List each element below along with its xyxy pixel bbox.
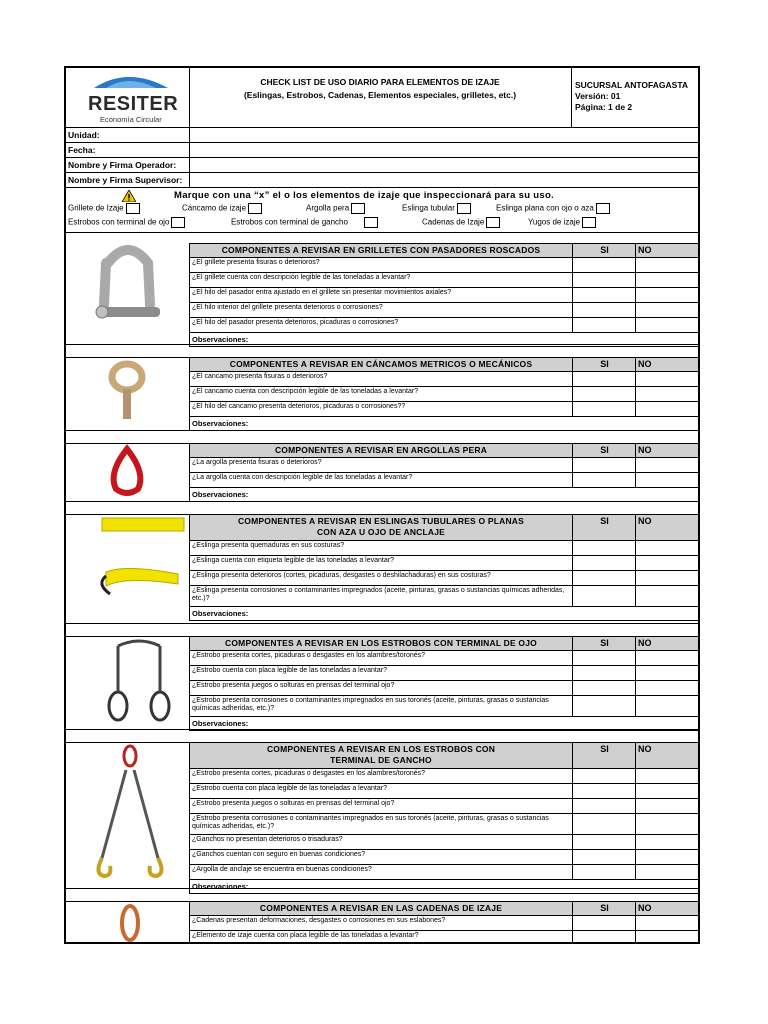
si-cell[interactable]: [572, 835, 636, 849]
no-cell[interactable]: [635, 916, 700, 930]
si-cell[interactable]: [572, 402, 636, 416]
section-title: COMPONENTES A REVISAR EN ARGOLLAS PERA: [274, 445, 488, 455]
question-row: ¿Estrobo cuenta con placa legible de las toneladas a levantar?: [190, 784, 699, 799]
no-cell[interactable]: [635, 288, 700, 302]
checkbox[interactable]: [248, 203, 262, 214]
si-cell[interactable]: [572, 931, 636, 944]
no-cell[interactable]: [635, 402, 700, 416]
no-cell[interactable]: [635, 303, 700, 317]
si-cell[interactable]: [572, 458, 636, 472]
si-cell[interactable]: [572, 799, 636, 813]
opt-cancamo[interactable]: Cáncamo de izaje: [182, 203, 262, 214]
field-unidad[interactable]: Unidad:: [66, 128, 698, 143]
observations[interactable]: Observaciones:: [190, 417, 699, 431]
no-cell[interactable]: [635, 458, 700, 472]
si-cell[interactable]: [572, 556, 636, 570]
si-cell[interactable]: [572, 541, 636, 555]
question-row: ¿La argolla cuenta con descripción legible de las toneladas a levantar?: [190, 473, 699, 488]
question-row: ¿Estrobo presenta corrosiones o contaminantes impregnados en sus toronés (aceite, pinturas, grasas o sustancias químicas adheridas, etc.)?: [190, 696, 699, 717]
checkbox[interactable]: [596, 203, 610, 214]
question-row: ¿Cadenas presentan deformaciones, desgastes o corrosiones en sus eslabones?: [190, 916, 699, 931]
section-title: COMPONENTES A REVISAR EN ESLINGAS TUBULARES O PLANAS: [237, 516, 525, 526]
question-row: ¿Estrobo cuenta con placa legible de las toneladas a levantar?: [190, 666, 699, 681]
brand-name: RESITER: [88, 93, 179, 115]
brand-tagline: Economía Circular: [100, 115, 162, 124]
no-cell[interactable]: [635, 318, 700, 332]
question-row: ¿La argolla presenta fisuras o deterioros?: [190, 458, 699, 473]
no-cell[interactable]: [635, 273, 700, 287]
no-cell[interactable]: [635, 473, 700, 487]
field-operador[interactable]: Nombre y Firma Operador:: [66, 158, 698, 173]
observations[interactable]: Observaciones:: [190, 717, 699, 731]
section-title: COMPONENTES A REVISAR EN GRILLETES CON PASADORES ROSCADOS: [221, 245, 541, 255]
si-cell[interactable]: [572, 865, 636, 879]
question-row: ¿Eslinga cuenta con etiqueta legible de las toneladas a levantar?: [190, 556, 699, 571]
section-title-2: CON AZA U OJO DE ANCLAJE: [316, 527, 446, 537]
observations[interactable]: Observaciones:: [190, 333, 699, 347]
question-row: ¿El hilo del cancamo presenta deterioros, picaduras o corrosiones??: [190, 402, 699, 417]
si-cell[interactable]: [572, 303, 636, 317]
no-cell[interactable]: [635, 541, 700, 555]
question-row: ¿Ganchos cuentan con seguro en buenas condiciones?: [190, 850, 699, 865]
no-cell[interactable]: [635, 387, 700, 401]
si-cell[interactable]: [572, 258, 636, 272]
section-title: COMPONENTES A REVISAR EN LOS ESTROBOS CON: [266, 744, 496, 754]
field-supervisor[interactable]: Nombre y Firma Supervisor:: [66, 173, 698, 188]
si-cell[interactable]: [572, 586, 636, 606]
checkbox[interactable]: [171, 217, 185, 228]
si-cell[interactable]: [572, 784, 636, 798]
si-cell[interactable]: [572, 916, 636, 930]
question-row: ¿Estrobo presenta cortes, picaduras o desgastes en los alambres/toronés?: [190, 769, 699, 784]
no-cell[interactable]: [635, 769, 700, 783]
question-row: ¿El hilo interior del grillete presenta deterioros o corrosiones?: [190, 303, 699, 318]
instruction: Marque con una “x” el o los elementos de izaje que inspeccionará para su uso.: [174, 190, 554, 201]
opt-grillete[interactable]: Grillete de Izaje: [68, 203, 140, 214]
si-cell[interactable]: [572, 571, 636, 585]
question-row: ¿Estrobo presenta cortes, picaduras o desgastes en los alambres/toronés?: [190, 651, 699, 666]
section-title: COMPONENTES A REVISAR EN LOS ESTROBOS CON TERMINAL DE OJO: [225, 638, 537, 648]
si-cell[interactable]: [572, 666, 636, 680]
pear-ring-icon: [66, 443, 189, 501]
question-row: ¿Argolla de anclaje se encuentra en buenas condiciones?: [190, 865, 699, 880]
si-cell[interactable]: [572, 651, 636, 665]
question-row: ¿Elemento de izaje cuenta con placa legible de las toneladas a levantar?: [190, 931, 699, 944]
document-info: [573, 68, 700, 127]
question-row: ¿Estrobo presenta corrosiones o contaminantes impregnados en sus toronés (aceite, pinturas, grasas o sustancias químicas adheridas, etc.)?: [190, 814, 699, 835]
shackle-icon: [66, 243, 189, 344]
no-cell[interactable]: [635, 696, 700, 716]
version: Versión: 01: [575, 91, 621, 101]
si-cell[interactable]: [572, 696, 636, 716]
opt-yugos[interactable]: Yugos de izaje: [528, 217, 596, 228]
checkbox[interactable]: [364, 217, 378, 228]
opt-estrobo-gancho[interactable]: Estrobos con terminal de gancho: [231, 217, 378, 228]
si-cell[interactable]: [572, 372, 636, 386]
question-row: ¿Eslinga presenta deterioros (cortes, picaduras, desgastes o deshilachaduras) en sus costuras?: [190, 571, 699, 586]
page-number: Página: 1 de 2: [575, 102, 633, 112]
no-cell[interactable]: [635, 556, 700, 570]
checkbox[interactable]: [582, 217, 596, 228]
si-cell[interactable]: [572, 769, 636, 783]
no-cell[interactable]: [635, 571, 700, 585]
element-selection: [66, 188, 698, 233]
eye-wire-rope-icon: [66, 636, 189, 728]
branch: SUCURSAL ANTOFAGASTA: [575, 80, 689, 90]
section-title-2: TERMINAL DE GANCHO: [330, 755, 432, 765]
no-cell[interactable]: [635, 258, 700, 272]
question-row: ¿Eslinga presenta corrosiones o contaminantes impregnados (aceite, pinturas, grasas o sustancias químicas adheridas, etc.)?: [190, 586, 699, 607]
si-cell[interactable]: [572, 318, 636, 332]
question-row: ¿El grillete presenta fisuras o deterioros?: [190, 258, 699, 273]
si-cell[interactable]: [572, 273, 636, 287]
question-row: ¿Estrobo presenta juegos o solturas en prensas del terminal ojo?: [190, 799, 699, 814]
no-cell[interactable]: [635, 931, 700, 944]
no-cell[interactable]: [635, 651, 700, 665]
question-row: ¿El grillete cuenta con descripción legible de las toneladas a levantar?: [190, 273, 699, 288]
observations[interactable]: Observaciones:: [190, 488, 699, 502]
no-cell[interactable]: [635, 850, 700, 864]
si-cell[interactable]: [572, 850, 636, 864]
observations[interactable]: Observaciones:: [190, 607, 699, 621]
question-row: ¿Ganchos no presentan deterioros o trisaduras?: [190, 835, 699, 850]
si-cell[interactable]: [572, 681, 636, 695]
no-cell[interactable]: [635, 814, 700, 834]
question-row: ¿Eslinga presenta quemaduras en sus costuras?: [190, 541, 699, 556]
eyebolt-icon: [66, 357, 189, 431]
no-cell[interactable]: [635, 372, 700, 386]
si-cell[interactable]: [572, 814, 636, 834]
no-cell[interactable]: [635, 586, 700, 606]
field-fecha[interactable]: Fecha:: [66, 143, 698, 158]
document-title: [189, 68, 572, 127]
warning-icon: [122, 190, 136, 202]
question-row: ¿El cancamo presenta fisuras o deterioros?: [190, 372, 699, 387]
sling-icon: [66, 514, 189, 620]
no-cell[interactable]: [635, 865, 700, 879]
question-row: ¿El hilo del pasador entra ajustado en el grillete sin presentar movimientos axiales?: [190, 288, 699, 303]
header: [66, 68, 698, 128]
question-row: ¿El cancamo cuenta con descripción legible de las toneladas a levantar?: [190, 387, 699, 402]
checkbox[interactable]: [457, 203, 471, 214]
logo: [66, 68, 190, 127]
opt-cadenas[interactable]: Cadenas de Izaje: [422, 217, 500, 228]
no-cell[interactable]: [635, 799, 700, 813]
title-line-2: (Eslingas, Estrobos, Cadenas, Elementos especiales, grilletes, etc.): [243, 90, 517, 100]
section-title: COMPONENTES A REVISAR EN CÁNCAMOS METRICOS O MECÁNICOS: [229, 359, 533, 369]
section-title: COMPONENTES A REVISAR EN LAS CADENAS DE IZAJE: [259, 903, 503, 913]
opt-eslinga-plana[interactable]: Eslinga plana con ojo o aza: [496, 203, 610, 214]
opt-estrobo-ojo[interactable]: Estrobos con terminal de ojo: [68, 217, 185, 228]
chain-link-icon: [66, 901, 189, 944]
checkbox[interactable]: [351, 203, 365, 214]
si-cell[interactable]: [572, 387, 636, 401]
no-cell[interactable]: [635, 681, 700, 695]
question-row: ¿El hilo del pasador presenta deterioros, picaduras o corrosiones?: [190, 318, 699, 333]
hook-wire-rope-icon: [66, 742, 189, 884]
observations[interactable]: Observaciones:: [190, 880, 699, 894]
checkbox[interactable]: [126, 203, 140, 214]
no-cell[interactable]: [635, 784, 700, 798]
si-cell[interactable]: [572, 288, 636, 302]
opt-argolla[interactable]: Argolla pera: [306, 203, 365, 214]
title-line-1: CHECK LIST DE USO DIARIO PARA ELEMENTOS DE IZAJE: [260, 77, 500, 87]
opt-eslinga-tubular[interactable]: Eslinga tubular: [402, 203, 471, 214]
no-cell[interactable]: [635, 835, 700, 849]
si-cell[interactable]: [572, 473, 636, 487]
checkbox[interactable]: [486, 217, 500, 228]
question-row: ¿Estrobo presenta juegos o solturas en prensas del terminal ojo?: [190, 681, 699, 696]
checklist-sheet: RESITER Economía Circular CHECK LIST DE USO DIARIO PARA ELEMENTOS DE IZAJE (Eslingas, Estrobos, Cadenas, Elementos especiales, grilletes, etc.) SUCURSAL ANTOFAGASTA Versión: 01 Página: 1 de 2 Unidad: Fecha: Nombre y Firma Operador: Nombre y Firma Supervisor: Marque con una “x” el o los elementos de izaje que inspeccionará para su uso. Grillete de Izaje Cáncamo de izaje Argolla pera Eslinga tubular Eslinga plana con ojo o aza Estrobos con terminal de ojo Estrobos con terminal de gancho Cadenas de Izaje Yugos de izaje COMPONENTES A REVISAR EN GRILLETES CON PASADORES ROSCADOS SI NO ¿El grillete presenta fisuras o deterioros? ¿El grillete cuenta con descripción legible de las toneladas a levantar? ¿El hilo del pasador entra ajustado en el grillete sin presentar movimientos axiales? ¿El hilo interior del grillete presenta deterioros o corrosiones? ¿El hilo del pasador presenta deterioros, picaduras o corrosiones? Observaciones: COMPONENTES A REVISAR EN CÁNCAMOS METRICOS O MECÁNICOS SI NO ¿El cancamo presenta fisuras o deterioros? ¿El cancamo cuenta con descripción legible de las toneladas a levantar? ¿El hilo del cancamo presenta deterioros, picaduras o corrosiones?? Observaciones: COMPONENTES A REVISAR EN ARGOLLAS PERA SI NO ¿La argolla presenta fisuras o deterioros? ¿La argolla cuenta con descripción legible de las toneladas a levantar? Observaciones: COMPONENTES A REVISAR EN ESLINGAS TUBULARES O PLANAS CON AZA U OJO DE ANCLAJE SI NO ¿Eslinga presenta quemaduras en sus costuras? ¿Eslinga cuenta con etiqueta legible de las toneladas a levantar? ¿Eslinga presenta deterioros (cortes, picaduras, desgastes o deshilachaduras) en sus costuras? ¿Eslinga presenta corrosiones o contaminantes impregnados (aceite, pinturas, grasas o sustancias químicas adheridas, etc.)? Observaciones: COMPONENTES A REVISAR EN LOS ESTROBOS CON TERMINAL DE OJO SI NO ¿Estrobo presenta cortes, picaduras o desgastes en los alambres/toronés? ¿Estrobo cuenta con placa legible de las toneladas a levantar? ¿Estrobo presenta juegos o solturas en prensas del terminal ojo? ¿Estrobo presenta corrosiones o contaminantes impregnados en sus toronés (aceite, pinturas, grasas o sustancias químicas adheridas, etc.)? Observaciones: COMPONENTES A REVISAR EN LOS ESTROBOS CON TERMINAL DE GANCHO SI NO ¿Estrobo presenta cortes, picaduras o desgastes en los alambres/toronés? ¿Estrobo cuenta con placa legible de las toneladas a levantar? ¿Estrobo presenta juegos o solturas en prensas del terminal ojo? ¿Estrobo presenta corrosiones o contaminantes impregnados en sus toronés (aceite, pinturas, grasas o sustancias químicas adheridas, etc.)? ¿Ganchos no presentan deterioros o trisaduras? ¿Ganchos cuentan con seguro en buenas condiciones? ¿Argolla de anclaje se encuentra en buenas condiciones? Observaciones: COMPONENTES A REVISAR EN LAS CADENAS DE IZAJE SI NO ¿Cadenas presentan deformaciones, desgastes o corrosiones en sus eslabones? ¿Elemento de izaje cuenta con placa legible de las toneladas a levantar?: [64, 66, 700, 944]
no-cell[interactable]: [635, 666, 700, 680]
